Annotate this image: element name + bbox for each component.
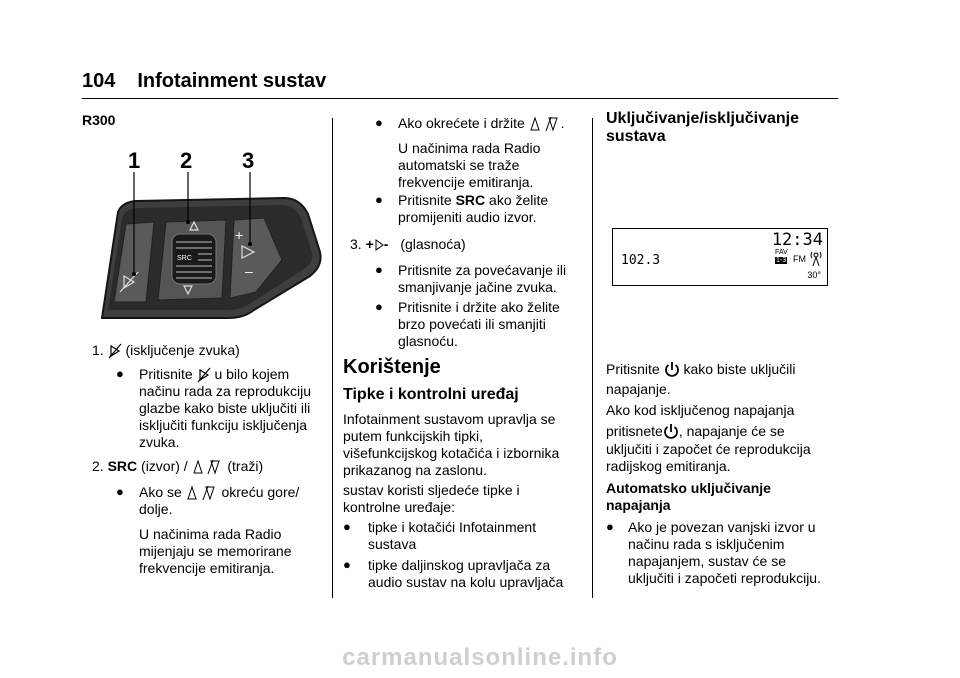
- volume-minus-label: –: [245, 263, 253, 279]
- heading-controls: Tipke i kontrolni uređaj: [343, 386, 519, 403]
- steering-controls-figure: [96, 142, 328, 326]
- power-off-paragraph: Ako kod isključenog napajanja pritisnete , napajanje će se uključiti i započet će reprodukcija radijskog emitiranja.: [606, 402, 811, 475]
- header-rule: [82, 98, 838, 99]
- model-label: R300: [82, 112, 116, 128]
- page-number: 104: [82, 70, 116, 92]
- mute-icon: [108, 343, 122, 359]
- seek-description: Ako se okreću gore/ dolje.: [139, 484, 300, 518]
- bullet-marker: ●: [606, 519, 614, 534]
- bullet-marker: ●: [375, 262, 383, 277]
- display-time: 12:34: [771, 230, 823, 250]
- callout-3: 3: [242, 148, 255, 173]
- power-icon: [663, 423, 679, 441]
- column-divider: [592, 118, 593, 598]
- radio-display: [612, 228, 828, 286]
- auto-power-bullet: Ako je povezan vanjski izvor u načinu rada s isključenim napajanjem, sustav će se uključiti i započeti reprodukciju.: [628, 519, 821, 586]
- callout-2: 2: [180, 148, 193, 173]
- hold-seek-bullet: Ako okrećete i držite .: [398, 115, 565, 131]
- bullet-marker: ●: [375, 299, 383, 314]
- heading-power: Uključivanje/isključivanje sustava: [606, 110, 799, 145]
- seek-down-icon: [545, 116, 561, 132]
- seek-down-icon: [207, 459, 223, 475]
- bullet-marker: ●: [343, 519, 351, 534]
- bullet-marker: ●: [375, 115, 383, 130]
- item-3: 3. + - (glasnoća): [350, 236, 466, 252]
- display-temperature: 30°: [807, 270, 821, 280]
- watermark: carmanualsonline.info: [342, 644, 618, 671]
- item-2: 2. SRC (izvor) / (traži): [92, 458, 264, 474]
- seek-up-icon: [192, 459, 204, 475]
- auto-seek-paragraph: U načinima rada Radio automatski se traže frekvencije emitiranja.: [398, 140, 541, 190]
- controls-paragraph: Infotainment sustavom upravlja se putem funkcijskih tipki, višefunkcijskog kotačića i izbornika prikazanog na zaslonu.: [343, 411, 560, 478]
- volume-plus-label: +: [365, 236, 374, 252]
- controls-bullet-1: tipke i kotačići Infotainment sustava: [368, 519, 537, 552]
- item-label: (isključenje zvuka): [125, 342, 240, 358]
- controls-list-intro: sustav koristi sljedeće tipke i kontrolne uređaje:: [343, 482, 520, 515]
- page-header: [82, 70, 326, 93]
- bullet-marker: ●: [116, 366, 124, 381]
- item-number: 1.: [92, 342, 104, 358]
- callout-1: 1: [128, 148, 141, 173]
- power-icon: [664, 361, 680, 379]
- bullet-marker: ●: [116, 484, 124, 499]
- column-divider: [332, 118, 333, 598]
- seek-up-icon: [529, 116, 541, 132]
- volume-minus-label: -: [383, 236, 389, 252]
- heading-usage: Korištenje: [343, 356, 441, 378]
- display-band: FM: [793, 254, 806, 264]
- volume-plus-label: +: [235, 227, 244, 243]
- display-fav: FAV: [775, 249, 788, 256]
- volume-press-bullet: Pritisnite za povećavanje ili smanjivanje jačine zvuka.: [398, 262, 567, 295]
- bullet-marker: ●: [375, 192, 383, 207]
- controls-bullet-2: tipke daljinskog upravljača za audio sustav na kolu upravljača: [368, 557, 564, 590]
- mute-icon: [197, 367, 211, 383]
- src-label: SRC: [107, 458, 138, 474]
- heading-auto-power: Automatsko uključivanje napajanja: [606, 480, 771, 513]
- seek-up-icon: [186, 485, 198, 501]
- section-title: Infotainment sustav: [137, 70, 327, 92]
- src-bullet: Pritisnite SRC ako želite promijeniti audio izvor.: [398, 192, 549, 225]
- display-fav-number: 1-3: [776, 257, 787, 264]
- power-on-paragraph: Pritisnite kako biste uključili napajanje.: [606, 361, 796, 398]
- volume-hold-bullet: Pritisnite i držite ako želite brzo povećati ili smanjiti glasnoću.: [398, 299, 560, 349]
- mute-description: Pritisnite u bilo kojem načinu rada za reprodukciju glazbe kako biste uključiti ili isključiti funkciju isključenja zvuka.: [139, 366, 311, 451]
- src-button-label: SRC: [177, 255, 192, 262]
- seek-down-icon: [202, 485, 218, 501]
- display-frequency: 102.3: [621, 253, 661, 268]
- broadcast-icon: [809, 249, 823, 267]
- bullet-marker: ●: [343, 557, 351, 572]
- volume-icon: [374, 238, 384, 252]
- seek-radio-paragraph: U načinima rada Radio mijenjaju se memorirane frekvencije emitiranja.: [139, 526, 292, 576]
- item-1: [92, 342, 240, 359]
